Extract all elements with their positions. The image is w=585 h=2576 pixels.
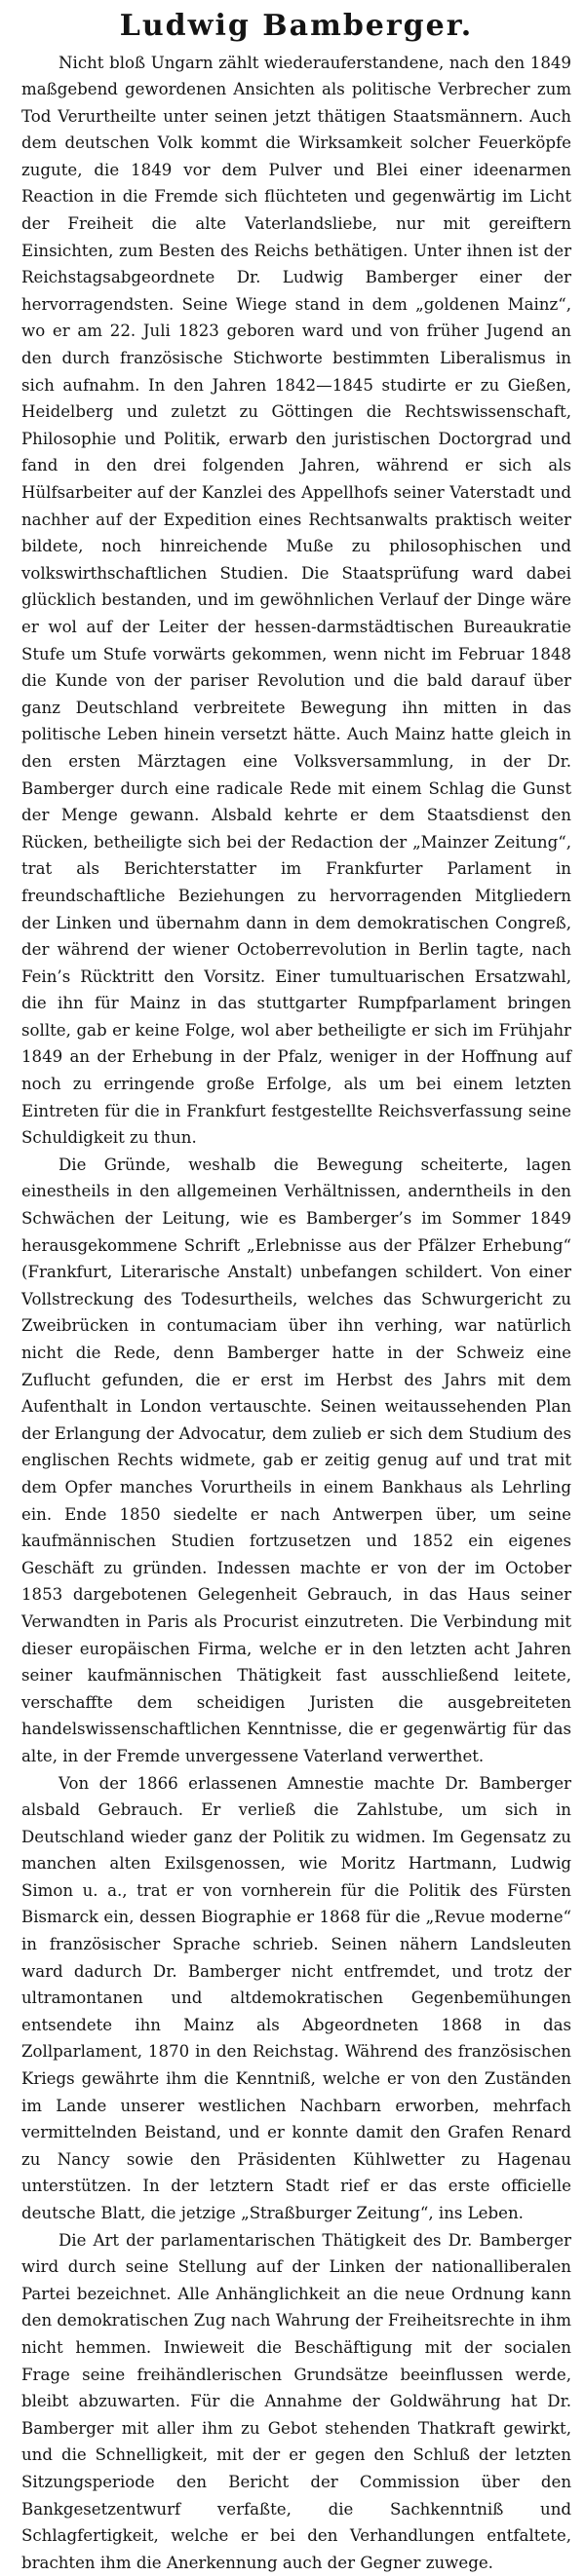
article-paragraph-1: Nicht bloß Ungarn zählt wiederauferstandene, nach den 1849 maßgebend gewordenen Ansichten als politische Verbrecher zum Tod Verurtheilte unter seinen jetzt thätigen Staatsmännern. Auch dem deutschen Volk kommt die Wirksamkeit solcher Feuerköpfe zugute, die 1849 vor dem Pulver und Blei einer ideenarmen Reaction in die Fremde sich flüchteten und gegenwärtig im Licht der Freiheit die alte Vaterlandsliebe, nur mit gereiftern Einsichten, zum Besten des Reichs bethätigen. Unter ihnen ist der Reichstagsabgeordnete Dr. Ludwig Bamberger einer der hervorragendsten. Seine Wiege stand in dem „goldenen Mainz“, wo er am 22. Juli 1823 geboren ward und von früher Jugend an den durch französische Stichworte bestimmten Liberalismus in sich aufnahm. In den Jahren 1842—1845 studirte er zu Gießen, Heidelberg und zuletzt zu Göttingen die Rechtswissenschaft, Philosophie und Politik, erwarb den juristischen Doctorgrad und fand in den drei folgenden Jahren, während er sich als Hülfsarbeiter auf der Kanzlei des Appellhofs seiner Vaterstadt und nachher auf der Expedition eines Rechtsanwalts praktisch weiter bildete, noch hinreichende Muße zu philosophischen und volkswirthschaftlichen Studien. Die Staatsprüfung ward dabei glücklich bestanden, und im gewöhnlichen Verlauf der Dinge wäre er wol auf der Leiter der hessen-darmstädtischen Bureaukratie Stufe um Stufe vorwärts gekommen, wenn nicht im Februar 1848 die Kunde von der pariser Revolution und die bald darauf über ganz Deutschland verbreitete Bewegung ihn mitten in das politische Leben hinein versetzt hätte. Auch Mainz hatte gleich in den ersten Märztagen eine Volksversammlung, in der Dr. Bamberger durch eine radicale Rede mit einem Schlag die Gunst der Menge gewann. Alsbald kehrte er dem Staatsdienst den Rücken, betheiligte sich bei der Redaction der „Mainzer Zeitung“, trat als Berichterstatter im Frankfurter Parlament in freundschaftliche Beziehungen zu hervorragenden Mitgliedern der Linken und übernahm dann in dem demokratischen Congreß, der während der wiener Octoberrevolution in Berlin tagte, nach Fein’s Rücktritt den Vorsitz. Einer tumultuarischen Ersatzwahl, die ihn für Mainz in das stuttgarter Rumpfparlament bringen sollte, gab er keine Folge, wol aber betheiligte er sich im Frühjahr 1849 an der Erhebung in der Pfalz, weniger in der Hoffnung auf noch zu erringende große Erfolge, als um bei einem letzten Eintreten für die in Frankfurt festgestellte Reichsverfassung seine Schuldigkeit zu thun. bbox=[21, 53, 571, 1148]
article-title: Ludwig Bamberger. bbox=[119, 9, 474, 43]
article-paragraph-4: Die Art der parlamentarischen Thätigkeit des Dr. Bamberger wird durch seine Stellung auf der Linken der nationalliberalen Partei bezeichnet. Alle Anhänglichkeit an die neue Ordnung kann den demokratischen Zug nach Wahrung der Freiheitsrechte in ihm nicht hemmen. Inwieweit die Beschäftigung mit der socialen Frage seine freihändlerischen Grundsätze beeinflussen werde, bleibt abzuwarten. Für die Annahme der Goldwährung hat Dr. Bamberger mit aller ihm zu Gebot stehenden Thatkraft gewirkt, und die Schnelligkeit, mit der er gegen den Schluß der letzten Sitzungsperiode den Bericht der Commission über den Bankgesetzentwurf verfaßte, die Sachkenntniß und Schlagfertigkeit, welche er bei den Verhandlungen entfaltete, brachten ihm die Anerkennung auch der Gegner zuwege. bbox=[21, 2230, 571, 2572]
article-paragraph-3: Von der 1866 erlassenen Amnestie machte Dr. Bamberger alsbald Gebrauch. Er verließ die Zahlstube, um sich in Deutschland wieder ganz der Politik zu widmen. Im Gegensatz zu manchen alten Exilsgenossen, wie Moritz Hartmann, Ludwig Simon u. a., trat er von vornherein für die Politik des Fürsten Bismarck ein, dessen Biographie er 1868 für die „Revue moderne“ in französischer Sprache schrieb. Seinen nähern Landsleuten ward dadurch Dr. Bamberger nicht entfremdet, und trotz der ultramontanen und altdemokratischen Gegenbemühungen entsendete ihn Mainz als Abgeordneten 1868 in das Zollparlament, 1870 in den Reichstag. Während des französischen Kriegs gewährte ihm die Kenntniß, welche er von den Zuständen im Lande unserer westlichen Nachbarn erworben, mehrfach vermittelnden Beistand, und er konnte damit den Grafen Renard zu Nancy sowie den Präsidenten Kühlwetter zu Hagenau unterstützen. In der letztern Stadt rief er das erste officielle deutsche Blatt, die jetzige „Straßburger Zeitung“, ins Leben. bbox=[21, 1773, 571, 2222]
article-paragraph-2: Die Gründe, weshalb die Bewegung scheiterte, lagen einestheils in den allgemeinen Verhältnissen, anderntheils in den Schwächen der Leitung, wie es Bamberger’s im Sommer 1849 herausgekommene Schrift „Erlebnisse aus der Pfälzer Erhebung“ (Frankfurt, Literarische Anstalt) unbefangen schildert. Von einer Vollstreckung des Todesurtheils, welches das Schwurgericht zu Zweibrücken in contumaciam über ihn verhing, war natürlich nicht die Rede, denn Bamberger hatte in der Schweiz eine Zuflucht gefunden, die er erst im Herbst des Jahrs mit dem Aufenthalt in London vertauschte. Seinen weitaussehenden Plan der Erlangung der Advocatur, dem zulieb er sich dem Studium des englischen Rechts widmete, gab er zeitig genug auf und trat mit dem Opfer manches Vorurtheils in einem Bankhaus als Lehrling ein. Ende 1850 siedelte er nach Antwerpen über, um seine kaufmännischen Studien fortzusetzen und 1852 ein eigenes Geschäft zu gründen. Indessen machte er von der im October 1853 dargebotenen Gelegenheit Gebrauch, in das Haus seiner Verwandten in Paris als Procurist einzutreten. Die Verbindung mit dieser europäischen Firma, welche er in den letzten acht Jahren seiner kaufmännischen Thätigkeit fast ausschließend leitete, verschaffte dem scheidigen Juristen die ausgebreiteten handelswissenschaftlichen Kenntnisse, die er gegenwärtig für das alte, in der Fremde unvergessene Vaterland verwerthet. bbox=[21, 1155, 571, 1765]
